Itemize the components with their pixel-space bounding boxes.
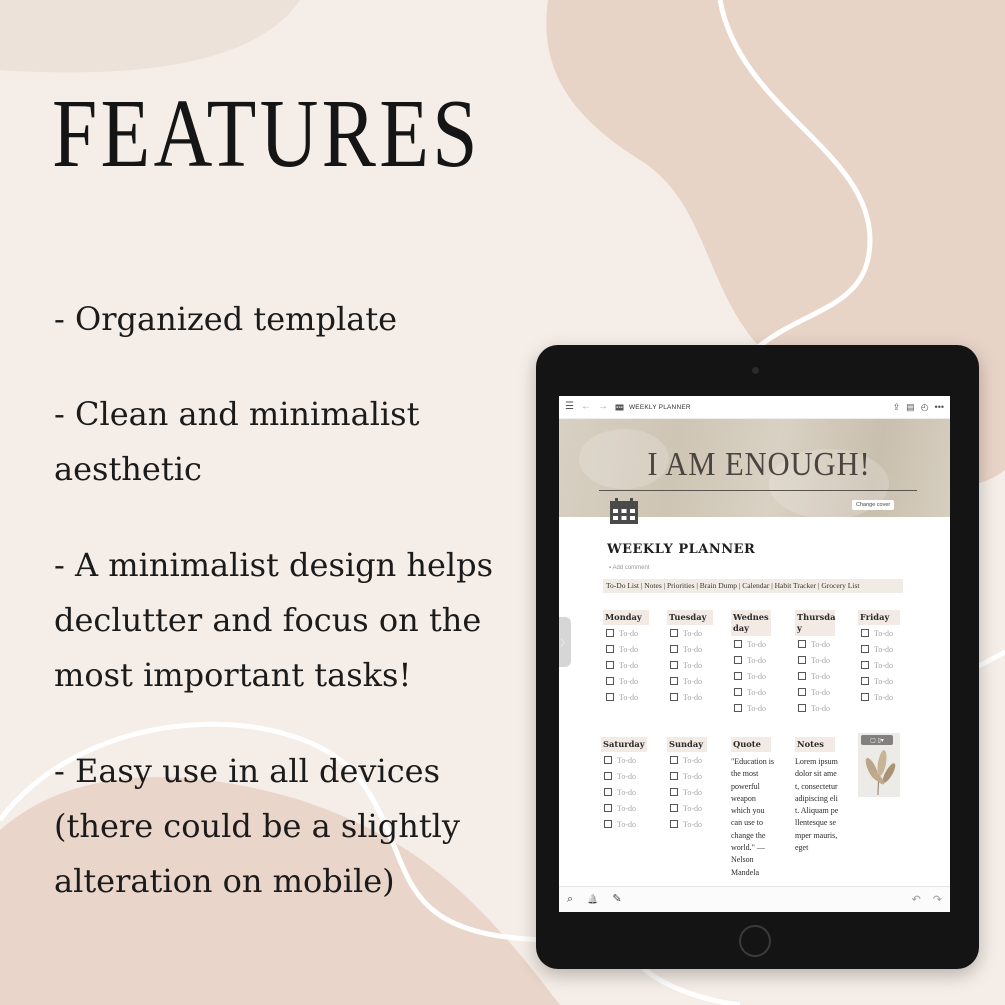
checkbox[interactable] [604, 772, 612, 780]
day-heading: Saturday [601, 737, 647, 752]
back-arrow-icon[interactable]: ← [580, 401, 591, 412]
checkbox[interactable] [606, 645, 614, 653]
todo-item[interactable]: To-do [603, 625, 659, 641]
todo-item[interactable]: To-do [731, 684, 787, 700]
checkbox[interactable] [604, 820, 612, 828]
day-heading: Tuesday [667, 610, 713, 625]
checkbox[interactable] [798, 656, 806, 664]
todo-item[interactable]: To-do [601, 768, 657, 784]
cover-title: I AM ENOUGH! [647, 446, 871, 483]
checkbox[interactable] [861, 693, 869, 701]
feature-4-line-2: (there could be a slightly [54, 807, 460, 845]
day-heading: Thursda y [795, 610, 835, 636]
tablet-screen [559, 396, 950, 912]
comment-icon: ▪ [609, 565, 613, 571]
checkbox[interactable] [604, 756, 612, 764]
day-column-tuesday [667, 610, 723, 705]
forward-arrow-icon[interactable]: → [597, 401, 608, 412]
checkbox[interactable] [670, 645, 678, 653]
checkbox[interactable] [606, 693, 614, 701]
checkbox[interactable] [670, 629, 678, 637]
todo-item[interactable]: To-do [603, 657, 659, 673]
top-left-blob [0, 0, 300, 72]
todo-item[interactable]: To-do [601, 800, 657, 816]
checkbox[interactable] [798, 672, 806, 680]
todo-item[interactable]: To-do [858, 641, 914, 657]
bell-icon[interactable]: 🔔 [587, 894, 599, 904]
page-title: WEEKLY PLANNER [607, 542, 756, 557]
day-heading: Wednes day [731, 610, 771, 636]
todo-item[interactable]: To-do [795, 668, 851, 684]
day-column-thursday [795, 610, 851, 716]
todo-item[interactable]: To-do [667, 625, 723, 641]
topbar-actions [893, 403, 944, 412]
share-icon[interactable]: ⇪ [892, 401, 901, 412]
page-nav-links[interactable]: To-Do List | Notes | Priorities | Brain Dump | Calendar | Habit Tracker | Grocery List [603, 579, 903, 593]
feature-1 [54, 292, 524, 347]
calendar-icon [615, 403, 624, 411]
feature-3-line-2: declutter and focus on the [54, 601, 482, 639]
checkbox[interactable] [798, 640, 806, 648]
checkbox[interactable] [606, 661, 614, 669]
app-topbar [559, 396, 950, 419]
comments-icon[interactable]: ▤ [906, 401, 915, 412]
todo-item[interactable]: To-do [603, 641, 659, 657]
todo-item[interactable]: To-do [667, 752, 723, 768]
feature-2 [54, 387, 524, 497]
checkbox[interactable] [670, 788, 678, 796]
todo-item[interactable]: To-do [601, 816, 657, 832]
todo-item[interactable]: To-do [795, 652, 851, 668]
day-heading: Sunday [667, 737, 707, 752]
todo-item[interactable]: To-do [858, 657, 914, 673]
checkbox[interactable] [861, 629, 869, 637]
checkbox[interactable] [670, 677, 678, 685]
checkbox[interactable] [606, 677, 614, 685]
right-curve [975, 652, 1005, 668]
feature-4 [54, 744, 524, 909]
quote-text: "Education is the most powerful weapon which you can use to change the world." — Nelson Mandela [731, 757, 775, 877]
todo-item[interactable]: To-do [667, 800, 723, 816]
quote-column [731, 737, 787, 879]
day-column-sunday [667, 737, 723, 832]
updates-icon[interactable]: ◴ [920, 401, 929, 412]
todo-item[interactable]: To-do [667, 816, 723, 832]
pampas-grass-image[interactable] [858, 733, 900, 797]
todo-item[interactable]: To-do [795, 684, 851, 700]
notes-heading: Notes [795, 737, 835, 752]
checkbox[interactable] [670, 820, 678, 828]
add-comment-button[interactable] [609, 565, 650, 571]
checkbox[interactable] [798, 688, 806, 696]
add-comment-label: Add comment [612, 565, 650, 571]
checkbox[interactable] [861, 645, 869, 653]
bottombar-history [912, 893, 942, 906]
feature-2-line-2: aesthetic [54, 450, 202, 488]
checkbox[interactable] [670, 804, 678, 812]
checkbox[interactable] [670, 772, 678, 780]
todo-item[interactable]: To-do [667, 657, 723, 673]
todo-item[interactable]: To-do [858, 673, 914, 689]
menu-icon[interactable]: ☰ [565, 401, 574, 412]
lower-right-curve [640, 965, 740, 1005]
feature-3-line-3: most important tasks! [54, 656, 412, 694]
sidebar-toggle[interactable]: 〉 [559, 617, 571, 667]
checkbox[interactable] [734, 672, 742, 680]
day-heading: Friday [858, 610, 900, 625]
checkbox[interactable] [861, 677, 869, 685]
feature-3 [54, 538, 524, 703]
checkbox[interactable] [670, 661, 678, 669]
tablet-device [536, 345, 979, 969]
todo-item[interactable]: To-do [731, 652, 787, 668]
checkbox[interactable] [604, 788, 612, 796]
day-column-wednesday [731, 610, 787, 716]
todo-item[interactable]: To-do [601, 752, 657, 768]
notes-column [795, 737, 851, 887]
feature-4-line-1: - Easy use in all devices [54, 752, 440, 790]
todo-item[interactable]: To-do [858, 625, 914, 641]
feature-1-line-1: - Organized template [54, 300, 398, 338]
todo-item[interactable]: To-do [858, 689, 914, 705]
checkbox[interactable] [798, 704, 806, 712]
edit-icon[interactable]: ✎ [612, 893, 622, 905]
calendar-icon[interactable] [610, 498, 638, 524]
todo-item[interactable]: To-do [731, 636, 787, 652]
todo-item[interactable]: To-do [667, 689, 723, 705]
checkbox[interactable] [734, 704, 742, 712]
topbar-page-title[interactable]: WEEKLY PLANNER [628, 403, 691, 411]
app-bottombar [559, 886, 950, 912]
more-icon[interactable]: ••• [934, 401, 944, 412]
day-column-monday [603, 610, 659, 705]
change-cover-button[interactable]: Change cover [852, 500, 894, 510]
camera-icon [752, 367, 759, 374]
day-column-saturday [601, 737, 657, 832]
day-heading: Monday [603, 610, 649, 625]
todo-item[interactable]: To-do [667, 784, 723, 800]
day-column-friday [858, 610, 914, 705]
checkbox[interactable] [734, 656, 742, 664]
undo-icon[interactable]: ↶ [911, 894, 921, 906]
todo-item[interactable]: To-do [795, 636, 851, 652]
todo-item[interactable]: To-do [731, 668, 787, 684]
cover-underline [599, 490, 917, 491]
checkbox[interactable] [734, 640, 742, 648]
image-controls[interactable]: ▢ ▯▾ [861, 735, 893, 745]
search-icon[interactable]: ⌕ [567, 893, 574, 905]
checkbox[interactable] [670, 756, 678, 764]
todo-item[interactable]: To-do [731, 700, 787, 716]
todo-item[interactable]: To-do [667, 641, 723, 657]
checkbox[interactable] [734, 688, 742, 696]
checkbox[interactable] [861, 661, 869, 669]
checkbox[interactable] [604, 804, 612, 812]
todo-item[interactable]: To-do [667, 673, 723, 689]
headline: FEATURES [52, 80, 481, 188]
todo-item[interactable]: To-do [603, 689, 659, 705]
checkbox[interactable] [606, 629, 614, 637]
checkbox[interactable] [670, 693, 678, 701]
todo-item[interactable]: To-do [601, 784, 657, 800]
redo-icon[interactable]: ↷ [932, 894, 942, 906]
home-button[interactable] [739, 925, 771, 957]
todo-item[interactable]: To-do [667, 768, 723, 784]
todo-item[interactable]: To-do [603, 673, 659, 689]
feature-4-line-3: alteration on mobile) [54, 862, 395, 900]
quote-heading: Quote [731, 737, 771, 752]
notes-text[interactable]: Lorem ipsum dolor sit amet, consectetur adipiscing elit. Aliquam pellentesque semper mauris, eget [795, 757, 839, 853]
feature-2-line-1: - Clean and minimalist [54, 395, 420, 433]
feature-3-line-1: - A minimalist design helps [54, 546, 494, 584]
todo-item[interactable]: To-do [795, 700, 851, 716]
